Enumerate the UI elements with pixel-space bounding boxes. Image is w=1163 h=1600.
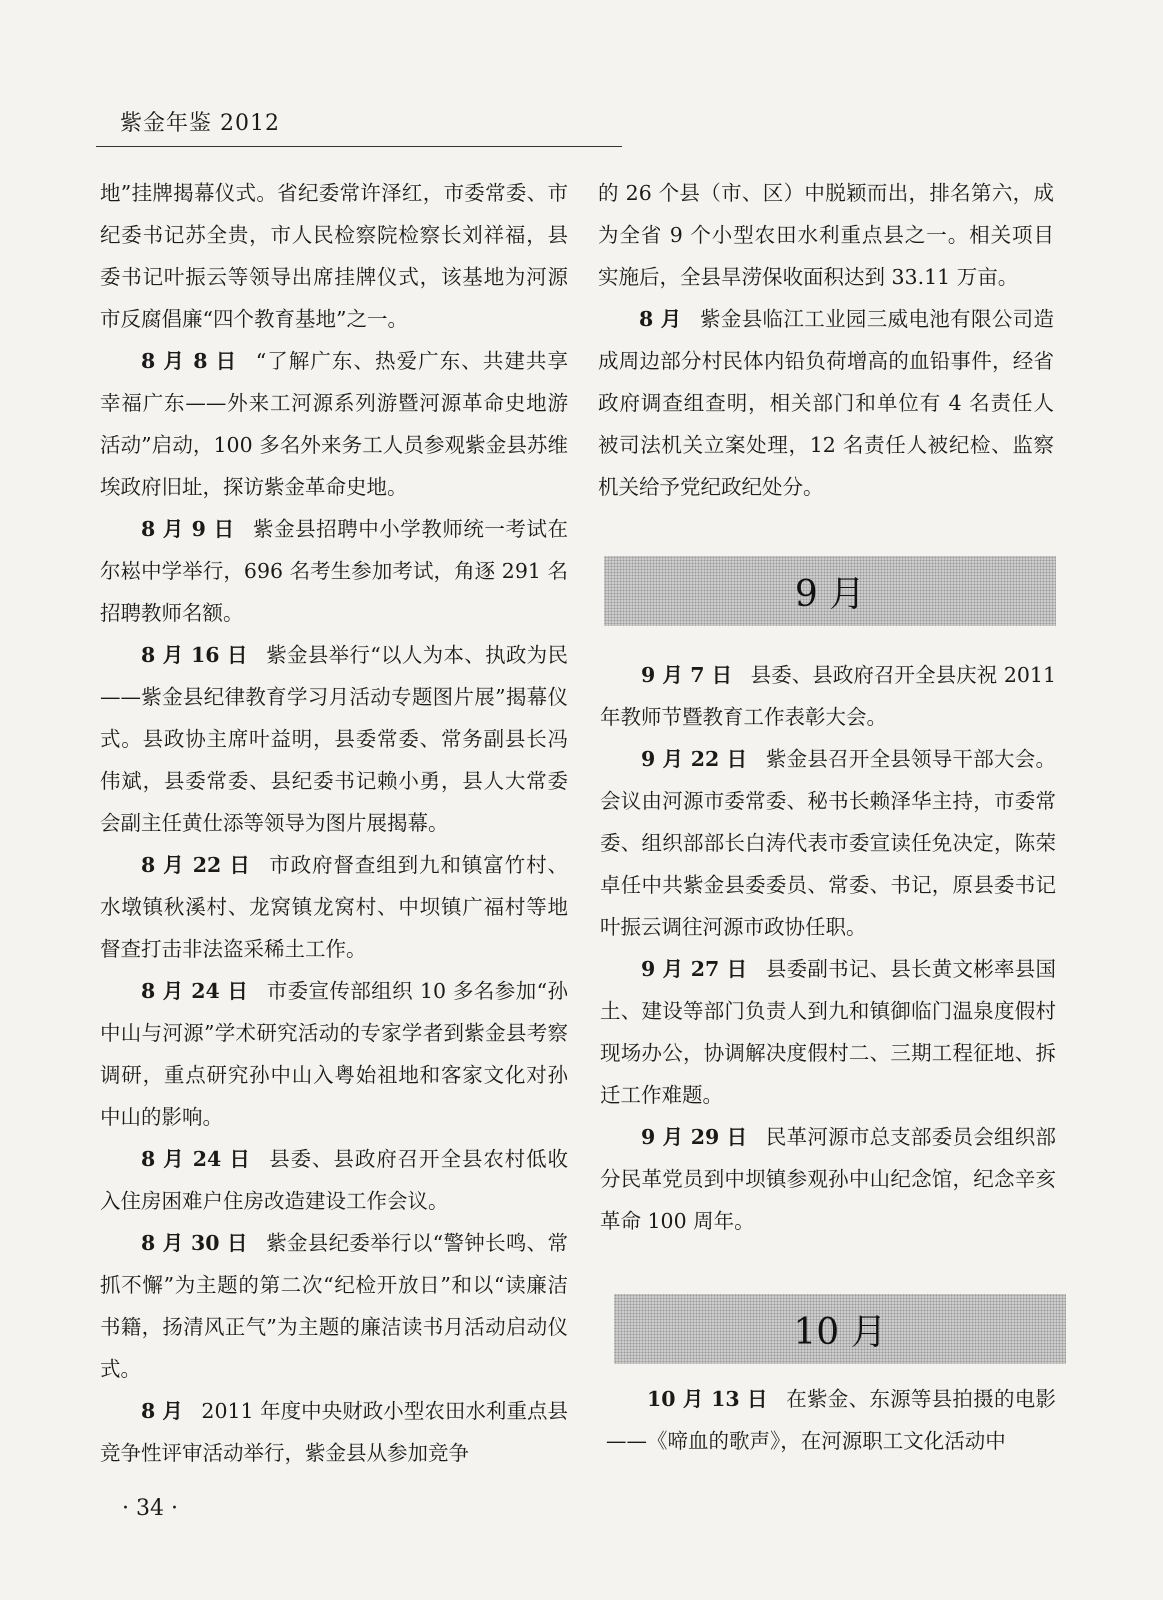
chronicle-entry — [100, 340, 568, 508]
chronicle-entry — [100, 172, 568, 340]
entry-date: 9 月 22 日 — [641, 747, 748, 771]
chronicle-entry — [100, 844, 568, 970]
entry-text: 紫金县举行“以人为本、执政为民——紫金县纪律教育学习月活动专题图片展”揭幕仪式。县政协主席叶益明，县委常委、常务副县长冯伟斌，县委常委、县纪委书记赖小勇，县人大常委会副主任黄仕添等领导为图片展揭幕。 — [100, 643, 568, 835]
month-heading-label: 9 月 — [794, 573, 866, 615]
entry-text: 在紫金、东源等县拍摄的电影——《啼血的歌声》，在河源职工文化活动中 — [606, 1387, 1057, 1453]
right-column-top — [598, 172, 1054, 508]
month-heading-september — [604, 556, 1056, 626]
entry-date: 8 月 9 日 — [141, 517, 235, 541]
chronicle-entry — [100, 634, 568, 844]
chronicle-entry — [100, 1390, 568, 1474]
month-heading-label: 10 月 — [793, 1311, 887, 1353]
october-entries — [606, 1378, 1056, 1462]
entry-text: 紫金县纪委举行以“警钟长鸣、常抓不懈”为主题的第二次“纪检开放日”和以“读廉洁书籍，扬清风正气”为主题的廉洁读书月活动启动仪式。 — [100, 1231, 568, 1381]
page-number: · 34 · — [122, 1496, 178, 1521]
chronicle-entry — [606, 1378, 1056, 1462]
entry-date: 8 月 — [141, 1399, 183, 1423]
entry-date: 8 月 24 日 — [141, 1147, 251, 1171]
chronicle-entry — [600, 1116, 1056, 1242]
month-heading-october — [614, 1294, 1066, 1364]
entry-text: “了解广东、热爱广东、共建共享幸福广东——外来工河源系列游暨河源革命史地游活动”启动，100 多名外来务工人员参观紫金县苏维埃政府旧址，探访紫金革命史地。 — [100, 349, 568, 499]
entry-date: 8 月 24 日 — [141, 979, 249, 1003]
entry-date: 9 月 27 日 — [641, 957, 748, 981]
september-entries — [600, 654, 1056, 1242]
running-head: 紫金年鉴 2012 — [120, 111, 280, 136]
entry-date: 8 月 30 日 — [141, 1231, 248, 1255]
chronicle-entry — [100, 970, 568, 1138]
chronicle-entry — [598, 172, 1054, 298]
entry-date: 8 月 22 日 — [141, 853, 251, 877]
left-column — [100, 172, 568, 1474]
entry-text: 紫金县临江工业园三威电池有限公司造成周边部分村民体内铅负荷增高的血铅事件，经省政府调查组查明，相关部门和单位有 4 名责任人被司法机关立案处理，12 名责任人被纪检、监察机关给予党纪政纪处分。 — [598, 307, 1055, 499]
entry-date: 8 月 8 日 — [141, 349, 238, 373]
entry-text: 紫金县召开全县领导干部大会。会议由河源市委常委、秘书长赖泽华主持，市委常委、组织部部长白涛代表市委宣读任免决定，陈荣卓任中共紫金县委委员、常委、书记，原县委书记叶振云调往河源市政协任职。 — [600, 747, 1057, 939]
header-rule — [96, 146, 622, 147]
chronicle-entry — [600, 654, 1056, 738]
chronicle-entry — [100, 508, 568, 634]
entry-text: 市委宣传部组织 10 多名参加“孙中山与河源”学术研究活动的专家学者到紫金县考察调研，重点研究孙中山入粤始祖地和客家文化对孙中山的影响。 — [100, 979, 568, 1129]
entry-text: 县委副书记、县长黄文彬率县国土、建设等部门负责人到九和镇御临门温泉度假村现场办公，协调解决度假村二、三期工程征地、拆迁工作难题。 — [600, 957, 1057, 1107]
chronicle-entry — [100, 1222, 568, 1390]
entry-date: 10 月 13 日 — [647, 1387, 768, 1411]
entry-text: 市政府督查组到九和镇富竹村、水墩镇秋溪村、龙窝镇龙窝村、中坝镇广福村等地督查打击非法盗采稀土工作。 — [100, 853, 569, 961]
chronicle-entry — [600, 738, 1056, 948]
chronicle-entry — [100, 1138, 568, 1222]
entry-date: 8 月 16 日 — [141, 643, 248, 667]
entry-date: 9 月 29 日 — [641, 1125, 748, 1149]
entry-text: 县委、县政府召开全县农村低收入住房困难户住房改造建设工作会议。 — [100, 1147, 569, 1213]
entry-text: 地”挂牌揭幕仪式。省纪委常许泽红，市委常委、市纪委书记苏全贵，市人民检察院检察长刘祥福，县委书记叶振云等领导出席挂牌仪式，该基地为河源市反腐倡廉“四个教育基地”之一。 — [100, 181, 568, 331]
entry-text: 县委、县政府召开全县庆祝 2011 年教师节暨教育工作表彰大会。 — [600, 663, 1056, 729]
entry-text: 2011 年度中央财政小型农田水利重点县竞争性评审活动举行，紫金县从参加竞争 — [100, 1399, 569, 1465]
entry-text: 紫金县招聘中小学教师统一考试在尔崧中学举行，696 名考生参加考试，角逐 291 名招聘教师名额。 — [100, 517, 568, 625]
entry-date: 8 月 — [639, 307, 682, 331]
entry-text: 的 26 个县（市、区）中脱颖而出，排名第六，成为全省 9 个小型农田水利重点县之一。相关项目实施后，全县旱涝保收面积达到 33.11 万亩。 — [598, 181, 1054, 289]
chronicle-entry — [598, 298, 1054, 508]
entry-text: 民革河源市总支部委员会组织部分民革党员到中坝镇参观孙中山纪念馆，纪念辛亥革命 100 周年。 — [600, 1125, 1057, 1233]
entry-date: 9 月 7 日 — [641, 663, 733, 687]
chronicle-entry — [600, 948, 1056, 1116]
